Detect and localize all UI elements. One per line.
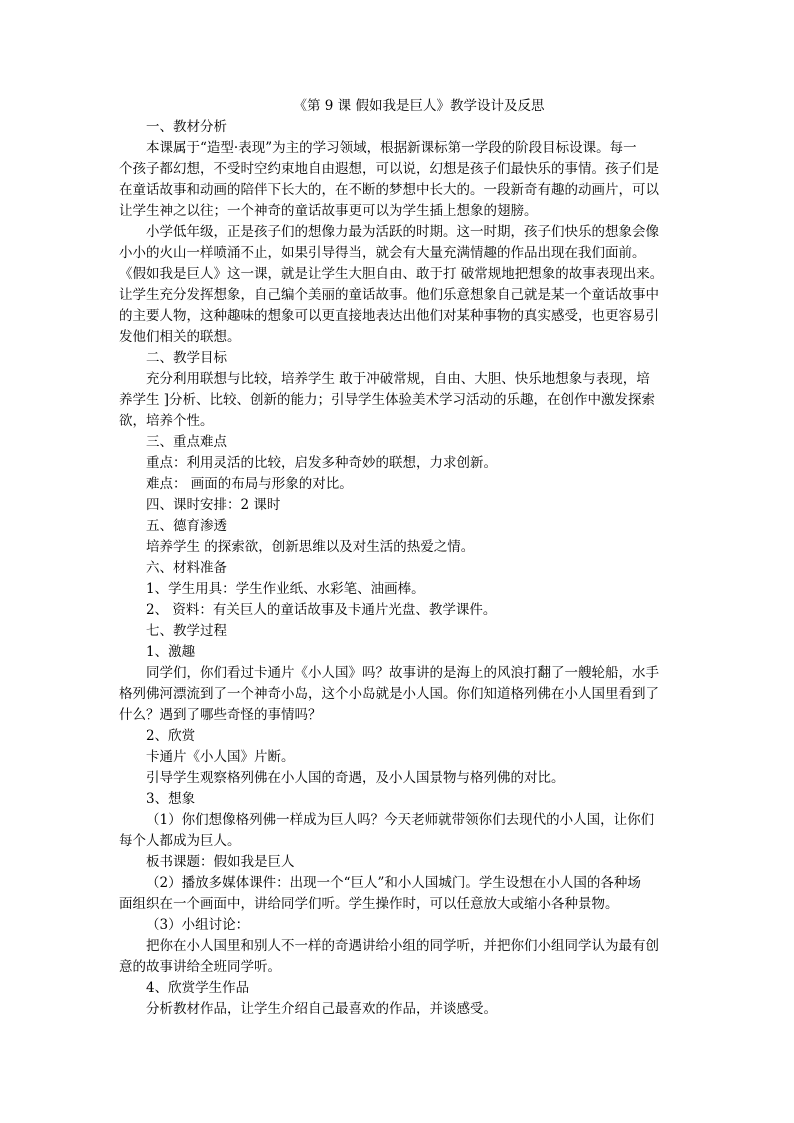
paragraph-line: 欲，培养个性。 bbox=[119, 413, 214, 429]
paragraph-line: 每个人都成为巨人。 bbox=[119, 833, 241, 849]
paragraph-line: 培养学生 的探索欲，创新思维以及对生活的热爱之情。 bbox=[146, 539, 475, 555]
subheading: 1、激趣 bbox=[146, 644, 196, 660]
list-item: 2、 资料：有关巨人的童话故事及卡通片光盘、教学课件。 bbox=[146, 602, 497, 618]
paragraph-line: 在童话故事和动画的陪伴下长大的，在不断的梦想中长大的。一段新奇有趣的动画片，可以 bbox=[119, 182, 659, 198]
subheading: 4、欣赏学生作品 bbox=[146, 980, 250, 996]
paragraph-line: 让学生充分发挥想象，自己编个美丽的童话故事。他们乐意想象自己就是某一个童话故事中 bbox=[119, 287, 659, 303]
paragraph-line: 发他们相关的联想。 bbox=[119, 329, 241, 345]
section-heading-materials: 六、材料准备 bbox=[146, 560, 227, 576]
paragraph-line: 卡通片《小人国》片断。 bbox=[146, 749, 295, 765]
section-heading-teaching-process: 七、教学过程 bbox=[146, 623, 227, 639]
list-item: 1、学生用具：学生作业纸、水彩笔、油画棒。 bbox=[146, 581, 425, 597]
paragraph-line: （1）你们想像格列佛一样成为巨人吗？今天老师就带领你们去现代的小人国，让你们 bbox=[146, 812, 655, 828]
subheading: 2、欣赏 bbox=[146, 728, 196, 744]
paragraph-line: 引导学生观察格列佛在小人国的奇遇，及小人国景物与格列佛的对比。 bbox=[146, 770, 565, 786]
paragraph-line: 把你在小人国里和别人不一样的奇遇讲给小组的同学听，并把你们小组同学认为最有创 bbox=[146, 938, 659, 954]
document-title: 《第 9 课 假如我是巨人》教学设计及反思 bbox=[293, 98, 545, 114]
paragraph-line: 什么？遇到了哪些奇怪的事情吗？ bbox=[119, 707, 322, 723]
paragraph-line: 《假如我是巨人》这一课，就是让学生大胆自由、敢于打 破常规地把想象的故事表现出来。 bbox=[119, 266, 664, 282]
paragraph-line: 意的故事讲给全班同学听。 bbox=[119, 959, 281, 975]
section-heading-textbook-analysis: 一、教材分析 bbox=[146, 119, 227, 135]
document-page bbox=[119, 96, 679, 1020]
paragraph-line: 难点： 画面的布局与形象的对比。 bbox=[146, 476, 353, 492]
paragraph-line: 小学低年级，正是孩子们的想像力最为活跃的时期。这一时期，孩子们快乐的想象会像 bbox=[146, 224, 659, 240]
paragraph-line: 让学生神之以往；一个神奇的童话故事更可以为学生插上想象的翅膀。 bbox=[119, 203, 538, 219]
paragraph-line: 个孩子都幻想，不受时空约束地自由遐想，可以说，幻想是孩子们最快乐的事情。孩子们是 bbox=[119, 161, 659, 177]
paragraph-line: 板书课题：假如我是巨人 bbox=[146, 854, 295, 870]
section-heading-moral-education: 五、德育渗透 bbox=[146, 518, 227, 534]
subheading: 3、想象 bbox=[146, 791, 196, 807]
paragraph-line: 充分利用联想与比较，培养学生 敢于冲破常规，自由、大胆、快乐地想象与表现，培 bbox=[146, 371, 650, 387]
paragraph-line: 养学生 ]分析、比较、创新的能力；引导学生体验美术学习活动的乐趣，在创作中激发探索 bbox=[119, 392, 656, 408]
paragraph-line: 的主要人物，这种趣味的想象可以更直接地表达出他们对某种事物的真实感受，也更容易引 bbox=[119, 308, 659, 324]
paragraph-line: （2）播放多媒体课件：出现一个“巨人”和小人国城门。学生设想在小人国的各种场 bbox=[146, 875, 641, 891]
paragraph-line: 本课属于“造型·表现”为主的学习领域，根据新课标第一学段的阶段目标设课。每一 bbox=[146, 140, 637, 156]
section-heading-schedule: 四、课时安排：2 课时 bbox=[146, 497, 281, 513]
paragraph-line: 重点：利用灵活的比较，启发多种奇妙的联想，力求创新。 bbox=[146, 455, 497, 471]
section-heading-teaching-goals: 二、教学目标 bbox=[146, 350, 227, 366]
paragraph-line: 小小的火山一样喷涌不止，如果引导得当，就会有大量充满情趣的作品出现在我们面前。 bbox=[119, 245, 646, 261]
paragraph-line: 格列佛河漂流到了一个神奇小岛，这个小岛就是小人国。你们知道格列佛在小人国里看到了 bbox=[119, 686, 659, 702]
paragraph-line: 面组织在一个画面中，讲给同学们听。学生操作时，可以任意放大或缩小各种景物。 bbox=[119, 896, 619, 912]
section-heading-key-points: 三、重点难点 bbox=[146, 434, 227, 450]
paragraph-line: （3）小组讨论： bbox=[146, 917, 250, 933]
paragraph-line: 同学们，你们看过卡通片《小人国》吗？故事讲的是海上的风浪打翻了一艘轮船，水手 bbox=[146, 665, 659, 681]
paragraph-line: 分析教材作品，让学生介绍自己最喜欢的作品，并谈感受。 bbox=[146, 1001, 497, 1017]
